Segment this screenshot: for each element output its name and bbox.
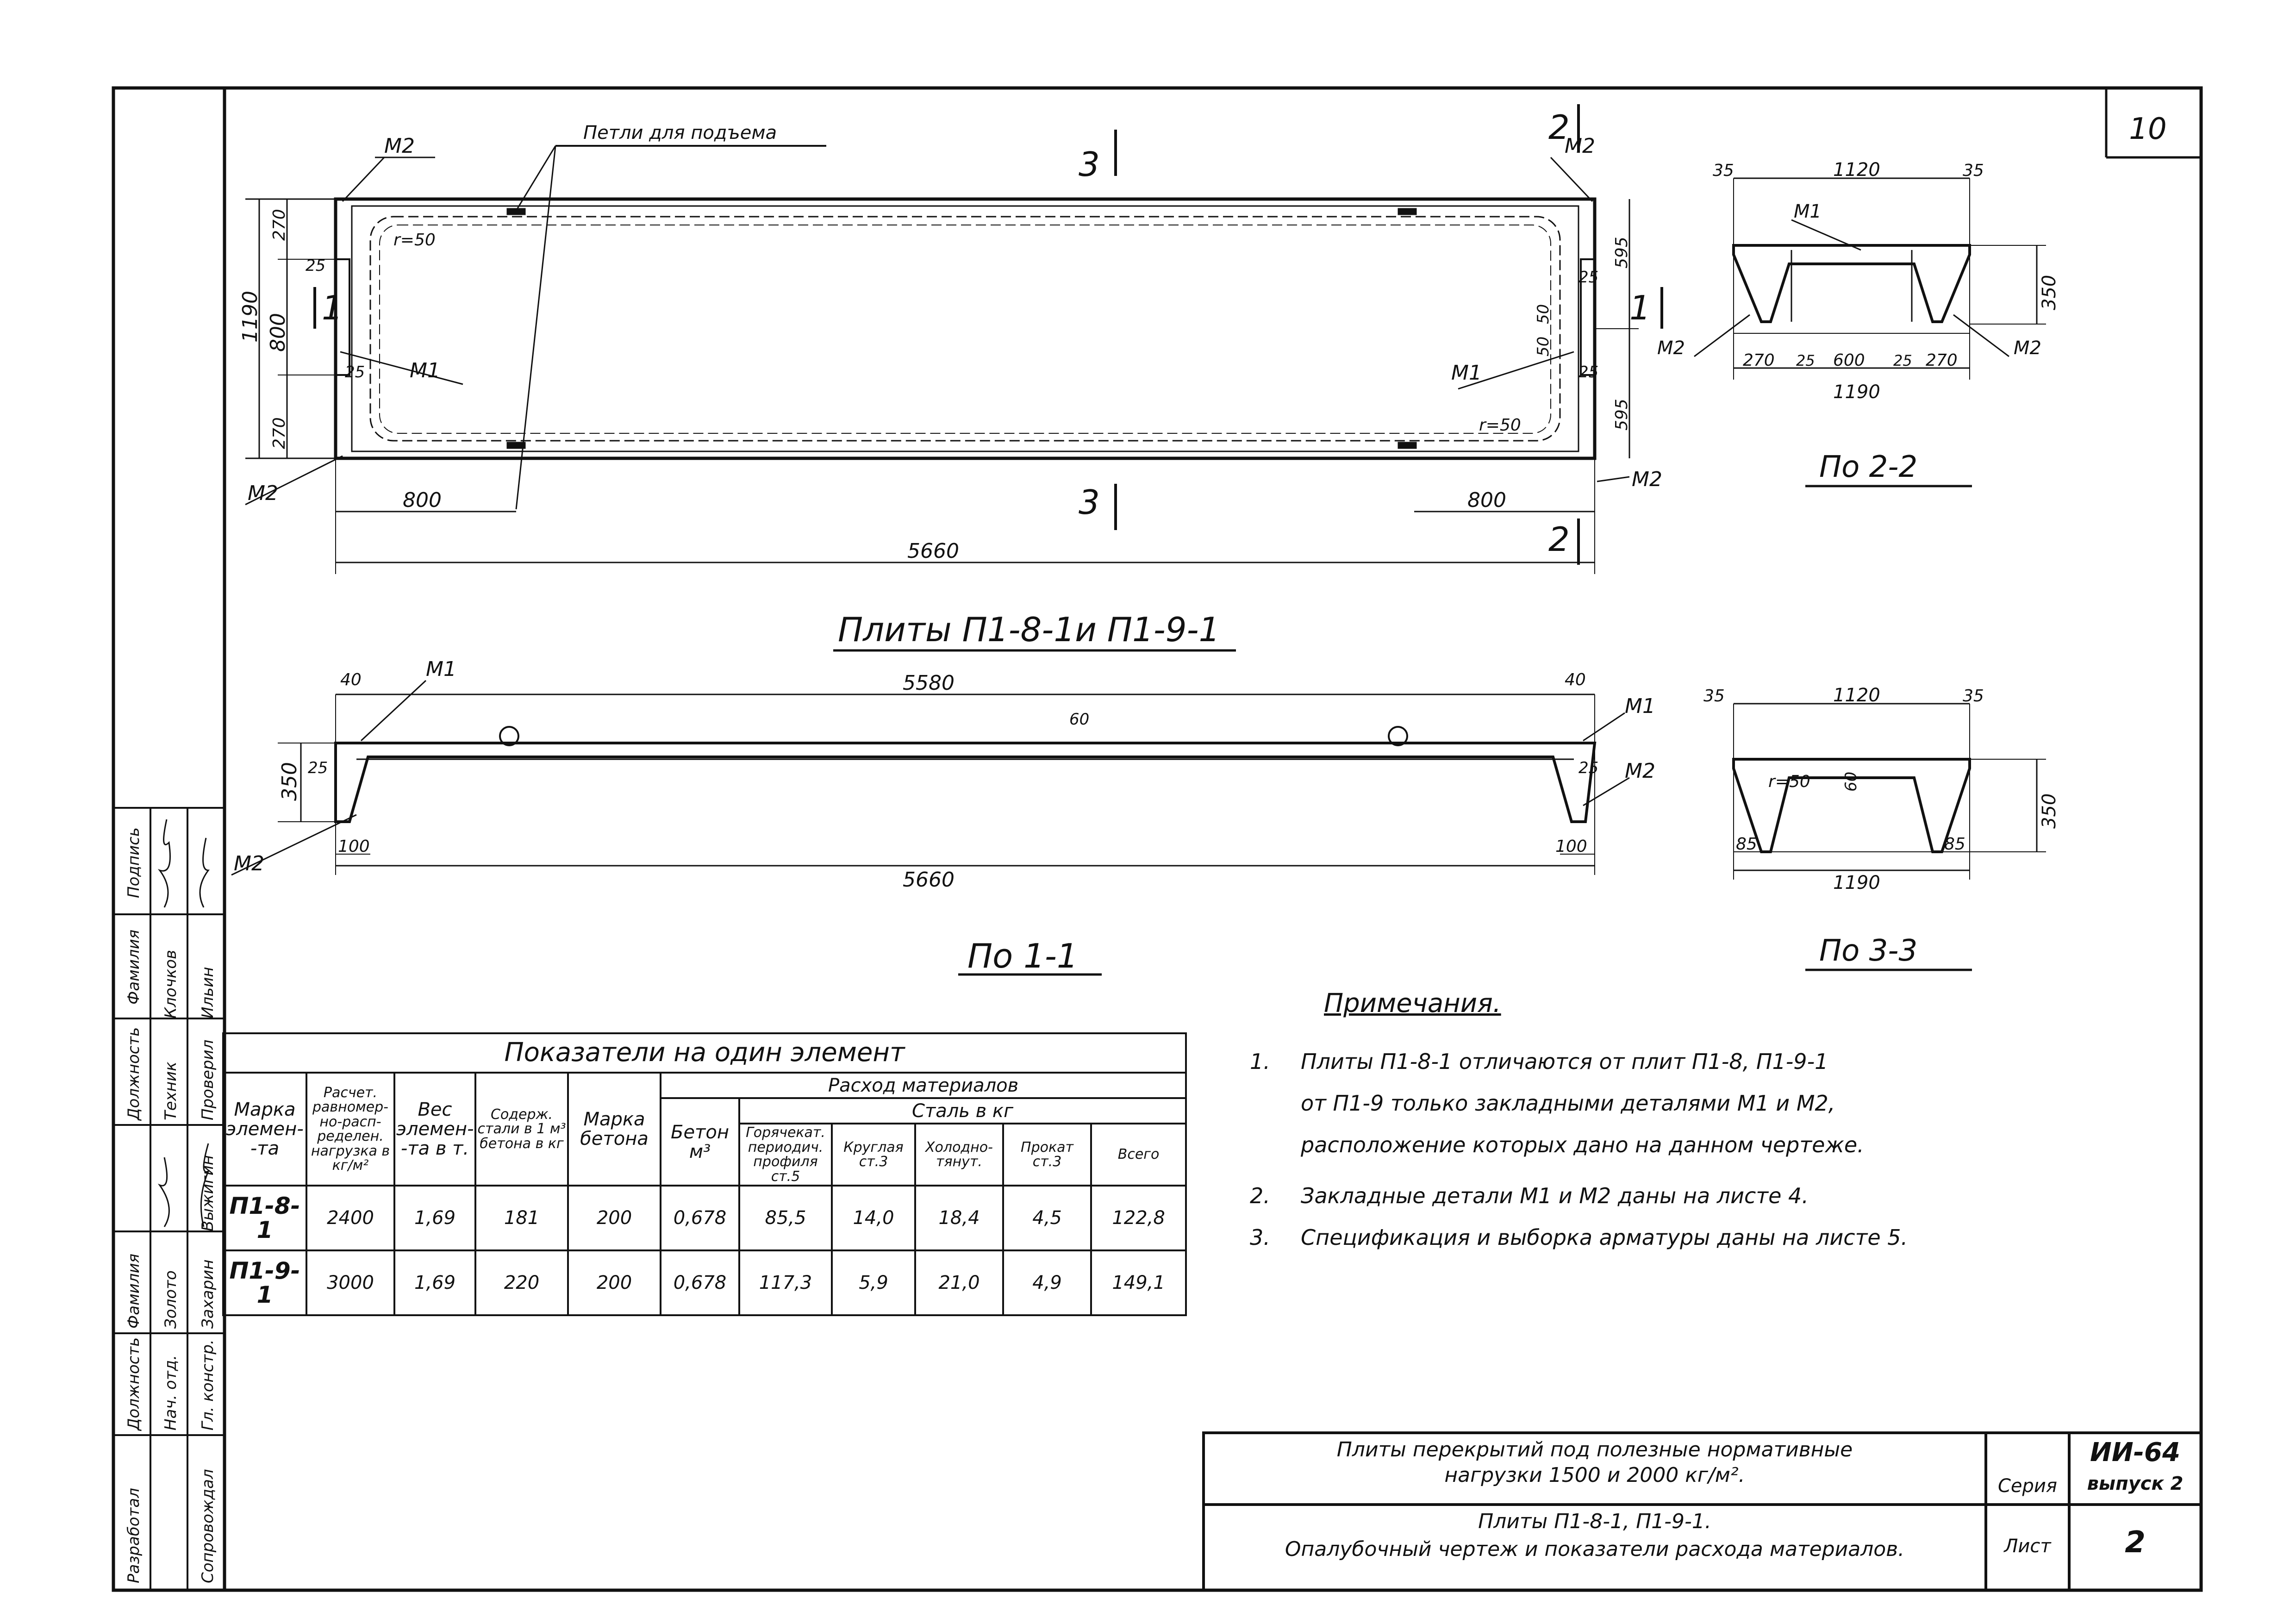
cut-2-top: 2: [1548, 108, 1570, 147]
th-concrete-grade: Марка бетона: [568, 1073, 661, 1186]
stamp-name-3: Клочков: [162, 949, 180, 1018]
cell-weight: 1,69: [394, 1250, 475, 1315]
s11-m2-right: М2: [1625, 759, 1655, 783]
tb-issue: выпуск 2: [2087, 1473, 2184, 1494]
stamp-col-surname-2: Фамилия: [125, 1253, 143, 1329]
stamp-col-signature: Подпись: [125, 827, 143, 898]
s11-dim-100-left: 100: [338, 837, 370, 856]
stamp-col-surname: Фамилия: [125, 929, 143, 1005]
stamp-name-4: Ильин: [199, 967, 217, 1018]
stamp-role-4: Техник: [162, 1062, 180, 1120]
note-text: Спецификация и выборка арматуры даны на листе 5.: [1301, 1225, 1908, 1250]
cell-cold: 21,0: [915, 1250, 1003, 1315]
s11-dim-5660: 5660: [903, 868, 955, 892]
s11-dim-25-left: 25: [308, 759, 328, 777]
cell-concrete: 0,678: [661, 1186, 739, 1250]
stamp-role-6: Сопровождал: [199, 1469, 217, 1583]
plan-m2-tl: М2: [384, 134, 415, 158]
s11-dim-100-right: 100: [1555, 837, 1587, 856]
s33-dim-60: 60: [1842, 771, 1860, 792]
s22-dim-350: 350: [2039, 275, 2060, 310]
tb-sub-line1: Плиты П1-8-1, П1-9-1.: [1478, 1510, 1711, 1533]
plan-title: Плиты П1-8-1и П1-9-1: [838, 610, 1220, 649]
th-load: Расчет. равномер-но-расп-ределен. нагрузка в кг/м²: [306, 1073, 394, 1186]
plan-dim-595-top: 595: [1612, 237, 1631, 269]
note-item: [1250, 1227, 2037, 1248]
note-text: Закладные детали М1 и М2 даны на листе 4.: [1301, 1183, 1809, 1208]
s33-dim-35-right: 35: [1963, 687, 1984, 706]
s33-dim-85-right: 85: [1944, 835, 1965, 854]
cell-total: 149,1: [1091, 1250, 1186, 1315]
cell-round: 5,9: [832, 1250, 915, 1315]
s11-m2-left: М2: [234, 852, 264, 875]
cell-grade: 200: [568, 1186, 661, 1250]
tb-title-line1: Плиты перекрытий под полезные нормативные: [1336, 1438, 1853, 1462]
plan-radius-left: r=50: [393, 231, 436, 250]
th-mark: Марка элемен--та: [223, 1073, 306, 1186]
s11-dim-40-left: 40: [340, 670, 362, 689]
s11-dim-5580: 5580: [903, 671, 955, 695]
cell-load: 2400: [306, 1186, 394, 1250]
note-item: [1250, 1051, 2037, 1072]
plan-m2-br: М2: [1632, 468, 1662, 491]
plan-m2-tr: М2: [1565, 134, 1595, 158]
plan-view: [245, 104, 1662, 574]
table-row: [223, 1250, 1186, 1315]
cell-total: 122,8: [1091, 1186, 1186, 1250]
indicators-table: [222, 1032, 1187, 1316]
s22-m2-left: М2: [1657, 337, 1685, 359]
cell-cold: 18,4: [915, 1186, 1003, 1250]
cut-3-top: 3: [1079, 145, 1100, 184]
stamp-col-position-2: Должность: [125, 1337, 143, 1430]
s22-dim-35-right: 35: [1963, 161, 1984, 180]
s11-m1-left: М1: [426, 657, 456, 681]
note-text: расположение которых дано на данном чертеже.: [1301, 1132, 1864, 1157]
tb-sheet-label: Лист: [2004, 1536, 2051, 1557]
cell-steel: 181: [475, 1186, 568, 1250]
notes-title: Примечания.: [1324, 988, 1501, 1018]
cell-weight: 1,69: [394, 1186, 475, 1250]
plan-m1-right: М1: [1451, 361, 1482, 385]
plan-dim-25-a: 25: [306, 256, 326, 275]
th-total: Всего: [1091, 1124, 1186, 1186]
section-1-1-title: По 1-1: [967, 937, 1078, 975]
tb-sheet-value: 2: [2125, 1525, 2146, 1560]
s22-dim-25-left: 25: [1796, 352, 1815, 369]
plan-dim-800-v: 800: [266, 313, 290, 352]
tb-sub-line2: Опалубочный чертеж и показатели расхода материалов.: [1285, 1537, 1905, 1561]
note-item: [1250, 1093, 2037, 1114]
note-item: [1250, 1185, 2037, 1206]
s11-dim-40-right: 40: [1565, 670, 1586, 689]
s22-dim-25-right: 25: [1893, 352, 1912, 369]
cell-hot: 85,5: [739, 1186, 832, 1250]
note-text: Плиты П1-8-1 отличаются от плит П1-8, П1-9-1: [1301, 1049, 1828, 1074]
s22-dim-270-right: 270: [1926, 351, 1958, 370]
note-item: [1250, 1134, 2037, 1156]
s22-dim-270-left: 270: [1743, 351, 1775, 370]
cell-hot: 117,3: [739, 1250, 832, 1315]
plan-dim-800-left: 800: [403, 488, 442, 512]
cell-grade: 200: [568, 1250, 661, 1315]
s22-dim-1190: 1190: [1833, 381, 1880, 403]
stamp-role-2: Гл. констр.: [199, 1339, 217, 1430]
th-steel-content: Содерж. стали в 1 м³ бетона в кг: [475, 1073, 568, 1186]
stamp-role-0: Разработал: [125, 1488, 143, 1583]
cut-2-bottom: 2: [1548, 520, 1570, 559]
stamp-name-1: Захарин: [199, 1259, 217, 1329]
plan-dim-50-b: 50: [1534, 336, 1553, 356]
cell-rolled: 4,9: [1003, 1250, 1091, 1315]
stamp-col-position: Должность: [125, 1027, 143, 1120]
plan-m2-bl: М2: [248, 481, 278, 505]
table-row: [223, 1186, 1186, 1250]
stamp-role-5: Проверил: [199, 1039, 217, 1120]
s11-dim-350: 350: [278, 762, 301, 801]
plan-radius-right: r=50: [1479, 416, 1521, 435]
note-number: 3.: [1250, 1225, 1270, 1250]
plan-dim-5660: 5660: [907, 539, 959, 563]
cell-concrete: 0,678: [661, 1250, 739, 1315]
stamp-role-1: Нач. отд.: [162, 1355, 180, 1430]
cell-mark: П1-8-1: [223, 1186, 306, 1250]
s11-dim-60: 60: [1069, 710, 1090, 729]
s11-m1-right: М1: [1625, 694, 1655, 718]
corner-number: 10: [2129, 112, 2167, 146]
stamp-name-2: Выжигин: [199, 1155, 217, 1231]
th-consumption: Расход материалов: [661, 1073, 1186, 1098]
table-title: Показатели на один элемент: [223, 1033, 1186, 1073]
s33-radius: r=50: [1768, 772, 1810, 791]
note-number: 1.: [1250, 1049, 1270, 1074]
plan-dim-50-a: 50: [1534, 304, 1553, 324]
note-text: от П1-9 только закладными деталями М1 и М2,: [1301, 1091, 1835, 1116]
plan-dim-25-b: 25: [345, 363, 365, 381]
cut-1-left: 1: [322, 288, 343, 327]
plan-dim-270-bottom: 270: [270, 417, 289, 449]
cell-rolled: 4,5: [1003, 1186, 1091, 1250]
tb-series-value: ИИ-64: [2090, 1437, 2180, 1468]
th-round: Круглая ст.3: [832, 1124, 915, 1186]
s22-dim-600: 600: [1833, 351, 1865, 370]
s22-dim-35-left: 35: [1713, 161, 1734, 180]
s11-dim-25-right: 25: [1578, 759, 1599, 777]
s33-dim-35-left: 35: [1703, 687, 1725, 706]
th-rolled: Прокат ст.3: [1003, 1124, 1091, 1186]
s33-dim-1120: 1120: [1833, 685, 1880, 706]
tb-series-label: Серия: [1998, 1475, 2057, 1497]
outer-frame: [113, 88, 2201, 1590]
section-3-3-title: По 3-3: [1819, 934, 1918, 968]
th-steel-kg: Сталь в кг: [739, 1098, 1186, 1124]
note-number: 2.: [1250, 1183, 1270, 1208]
plan-m1-left: М1: [410, 359, 440, 382]
th-weight: Вес элемен--та в т.: [394, 1073, 475, 1186]
plan-dim-1190: 1190: [238, 291, 262, 343]
th-concrete: Бетон м³: [661, 1098, 739, 1186]
s22-m1: М1: [1794, 201, 1822, 222]
stamp-name-0: Золото: [162, 1270, 180, 1329]
plan-dim-270-top: 270: [270, 209, 289, 241]
cell-steel: 220: [475, 1250, 568, 1315]
s33-dim-85-left: 85: [1736, 835, 1757, 854]
loops-label: Петли для подъема: [583, 122, 777, 144]
s22-dim-1120: 1120: [1833, 159, 1880, 181]
cut-1-right: 1: [1629, 288, 1651, 327]
cell-round: 14,0: [832, 1186, 915, 1250]
th-cold-drawn: Холодно-тянут.: [915, 1124, 1003, 1186]
s22-m2-right: М2: [2014, 337, 2041, 359]
plan-dim-25-c: 25: [1578, 268, 1599, 287]
s33-dim-1190: 1190: [1833, 872, 1880, 893]
cell-mark: П1-9-1: [223, 1250, 306, 1315]
plan-dim-25-d: 25: [1578, 363, 1599, 381]
section-2-2-title: По 2-2: [1819, 450, 1918, 484]
s33-dim-350: 350: [2039, 793, 2060, 829]
cut-3-bottom: 3: [1079, 483, 1100, 522]
plan-dim-595-bottom: 595: [1612, 399, 1631, 431]
section-2-2: [1694, 178, 2046, 380]
cell-load: 3000: [306, 1250, 394, 1315]
plan-dim-800-right: 800: [1467, 488, 1506, 512]
tb-title-line2: нагрузки 1500 и 2000 кг/м².: [1444, 1463, 1745, 1487]
th-hot-rolled: Горячекат. периодич. профиля ст.5: [739, 1124, 832, 1186]
section-3-3: [1734, 704, 2046, 880]
section-1-1: [231, 681, 1629, 875]
